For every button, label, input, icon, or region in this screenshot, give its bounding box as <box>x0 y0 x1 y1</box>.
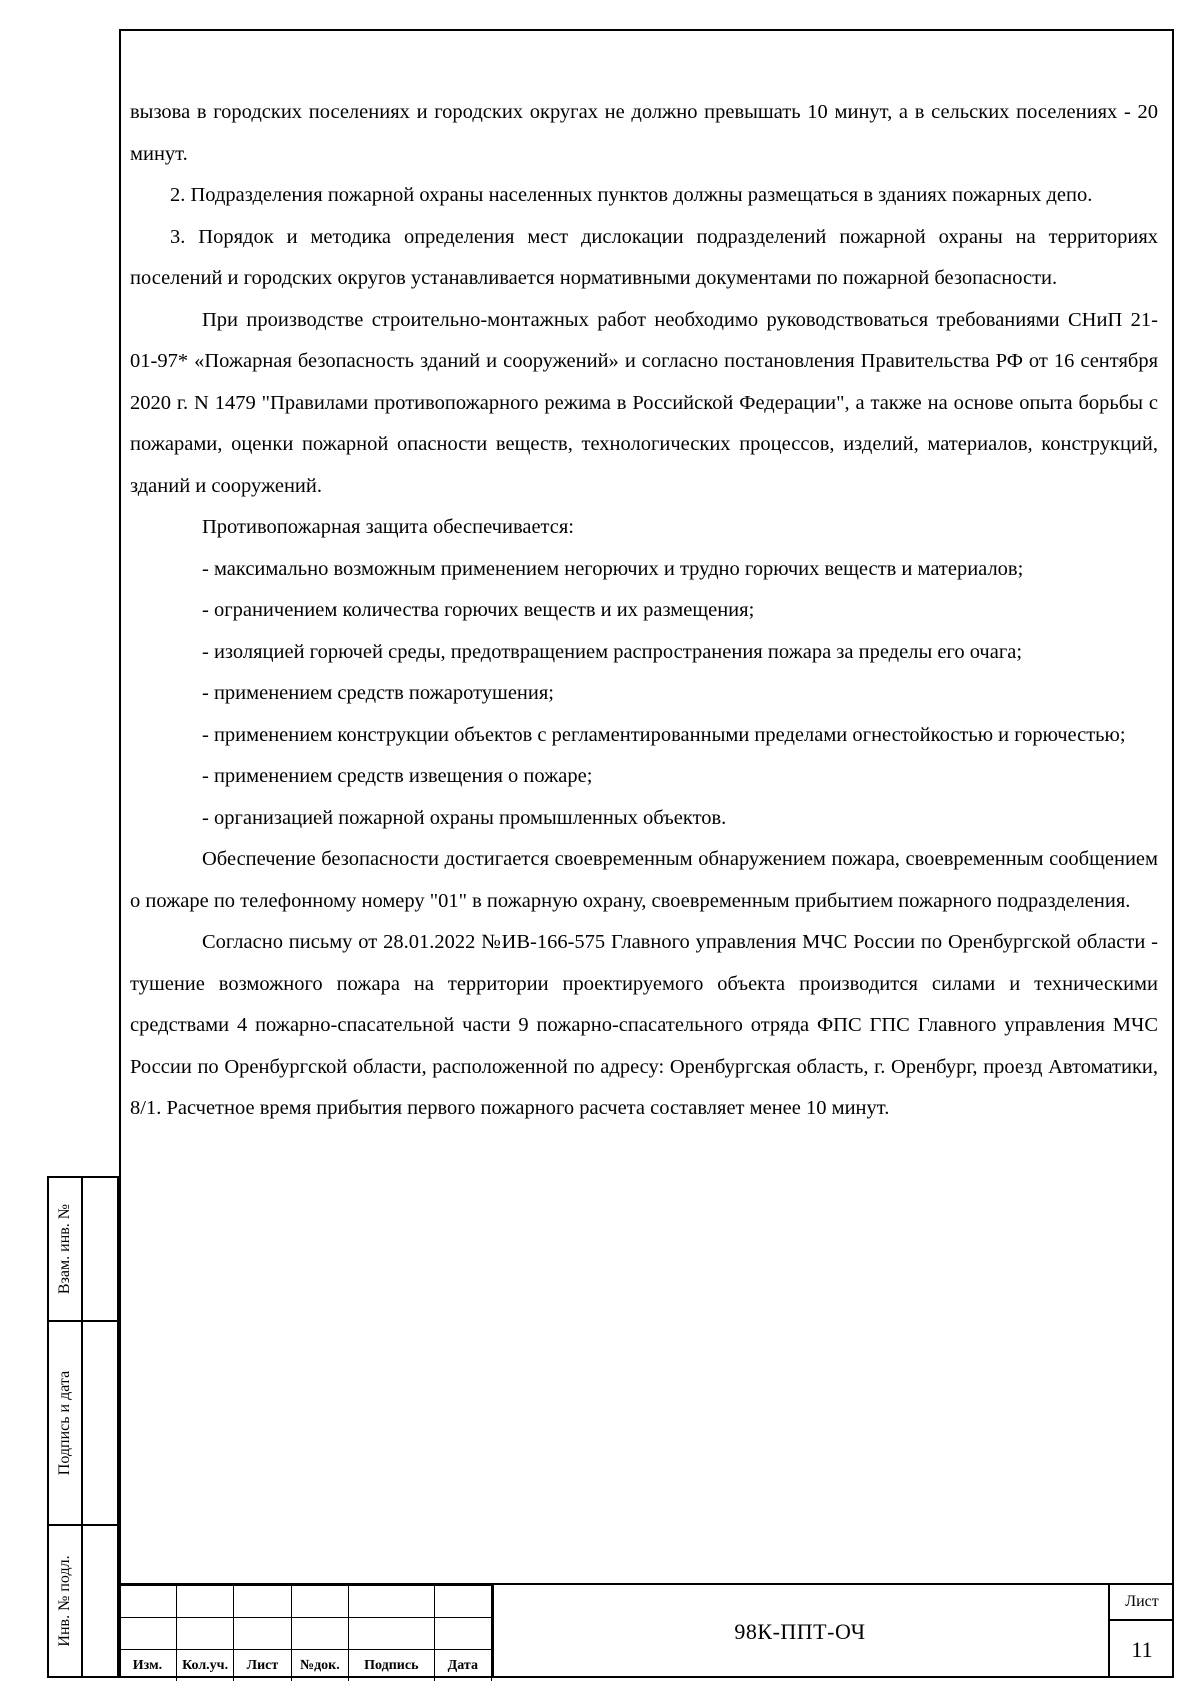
col-podpis: Подпись <box>349 1650 435 1682</box>
stamp-inv-podl <box>47 1524 119 1678</box>
revision-row <box>119 1618 492 1650</box>
paragraph: - максимально возможным применением негорючих и трудно горючих веществ и материалов; <box>202 557 1024 580</box>
title-block <box>119 1583 1174 1678</box>
paragraph: При производстве строительно-монтажных работ необходимо руководствоваться требованиями СНиП 21-01-97* «Пожарная безопасность зданий и сооружений» и согласно постановления Правительства РФ от 16 сентября 2020 г. N 1479 "Правилами противопожарного режима в Российской Федерации", а также на основе опыта борьбы с пожарами, оценки пожарной опасности веществ, технологических процессов, изделий, материалов, конструкций, зданий и сооружений. <box>130 308 1158 497</box>
paragraph: 2. Подразделения пожарной охраны населенных пунктов должны размещаться в зданиях пожарных депо. <box>170 184 1093 206</box>
stamp-inv-podl-label: Инв. № подл. <box>56 1555 73 1647</box>
stamp-vzam-inv <box>47 1176 119 1322</box>
paragraph: Согласно письму от 28.01.2022 №ИВ-166-575 Главного управления МЧС России по Оренбургской области - тушение возможного пожара на территории проектируемого объекта производится силами и техническими средствами 4 пожарно-спасательной части 9 пожарно-спасательного отряда ФПС ГПС Главного управления МЧС России по Оренбургской области, расположенной по адресу: Оренбургская область, г. Оренбург, проезд Автоматики, 8/1. Расчетное время прибытия первого пожарного расчета составляет менее 10 минут. <box>130 931 1158 1119</box>
paragraph: Противопожарная защита обеспечивается: <box>202 516 574 538</box>
col-ndok: №док. <box>291 1650 348 1682</box>
col-list: Лист <box>234 1650 291 1682</box>
stamp-podpis-data <box>47 1320 119 1526</box>
paragraph: 3. Порядок и методика определения мест дислокации подразделений пожарной охраны на территориях поселений и городских округов устанавливается нормативными документами по пожарной безопасности. <box>130 225 1158 289</box>
paragraph: - применением средств пожаротушения; <box>202 682 554 704</box>
paragraph: - применением средств извещения о пожаре; <box>202 765 593 787</box>
sheet-number: 11 <box>1131 1636 1153 1662</box>
revision-row <box>119 1586 492 1618</box>
col-data: Дата <box>434 1650 491 1682</box>
stamp-podpis-data-label: Подпись и дата <box>56 1370 73 1476</box>
paragraph: - ограничением количества горючих веществ и их размещения; <box>202 599 755 621</box>
paragraph: - применением конструкции объектов с регламентированными пределами огнестойкостью и горючестью; <box>202 723 1126 746</box>
col-kol-uch: Кол.уч. <box>176 1650 233 1682</box>
col-izm: Изм. <box>119 1650 176 1682</box>
revision-table <box>119 1585 492 1681</box>
paragraph: Обеспечение безопасности достигается своевременным обнаружением пожара, своевременным сообщением о пожаре по телефонному номеру "01" в пожарную охрану, своевременным прибытием пожарного подразделения. <box>130 848 1158 912</box>
document-code: 98К-ППТ-ОЧ <box>492 1585 1106 1678</box>
paragraph: - организацией пожарной охраны промышленных объектов. <box>202 806 727 829</box>
revision-header-row <box>119 1650 492 1682</box>
sheet-label: Лист <box>1110 1585 1174 1621</box>
paragraph: - изоляцией горючей среды, предотвращением распространения пожара за пределы его очага; <box>202 640 1023 663</box>
stamp-vzam-inv-label: Взам. инв. № <box>56 1203 73 1295</box>
document-body <box>130 92 1158 1130</box>
sheet-cell <box>1108 1585 1174 1678</box>
paragraph: вызова в городских поселениях и городских округах не должно превышать 10 минут, а в сельских поселениях - 20 минут. <box>130 101 1158 165</box>
